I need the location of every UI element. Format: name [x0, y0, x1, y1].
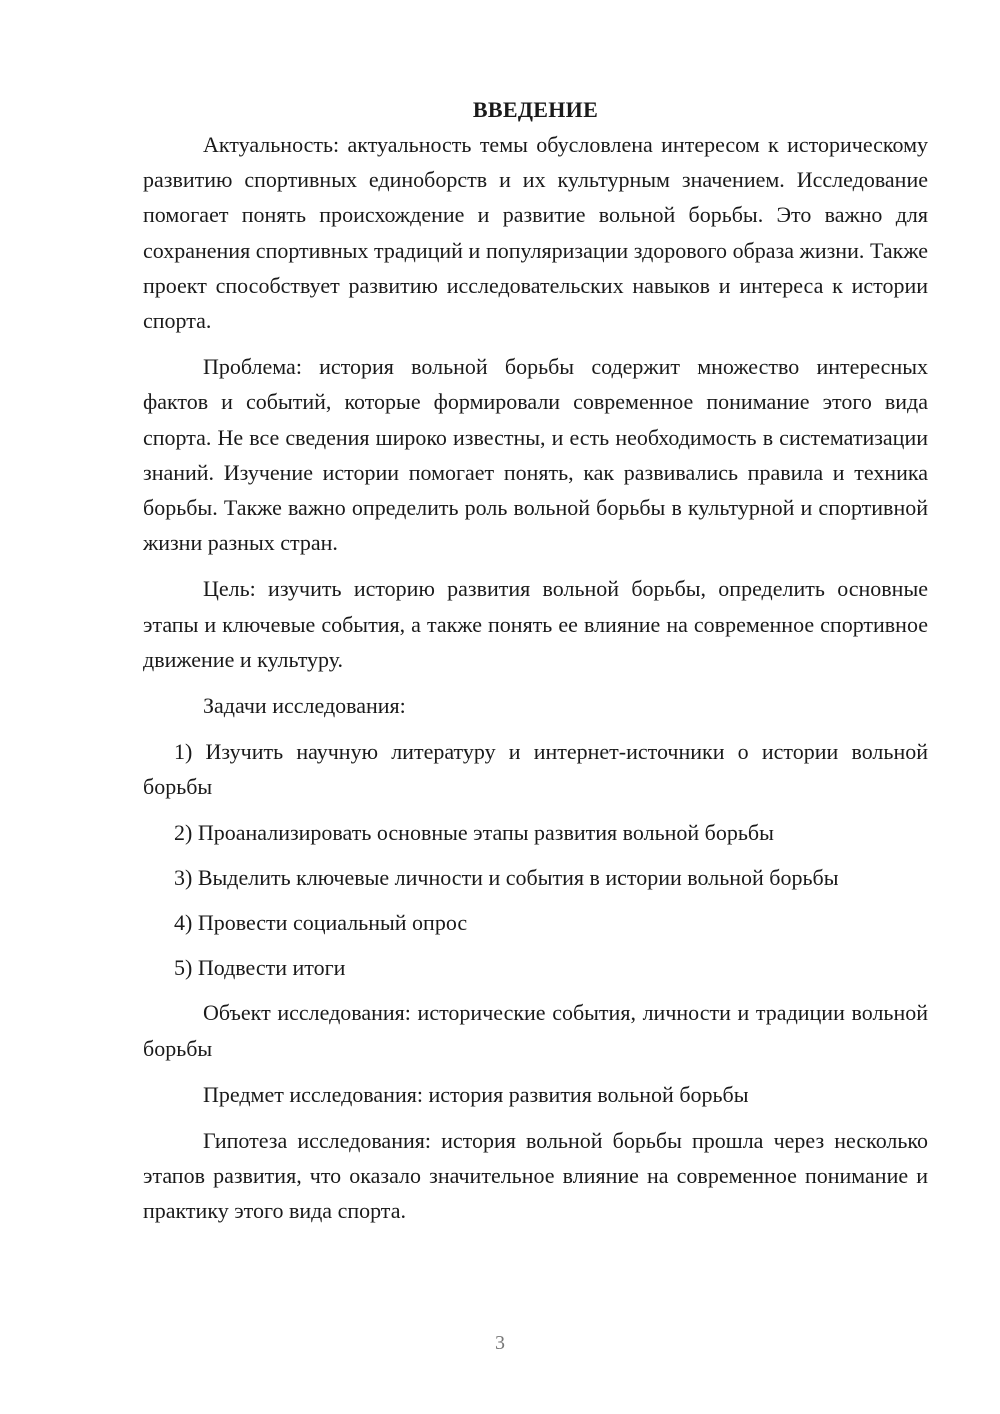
hypothesis-paragraph: Гипотеза исследования: история вольной борьбы прошла через несколько этапов развития, что оказало значительное влияние на современное понимание и практику этого вида спорта. [143, 1128, 928, 1224]
page-number: 3 [495, 1332, 505, 1354]
task-item: 5) Подвести итоги [174, 955, 346, 981]
problem-paragraph: Проблема: история вольной борьбы содержит множество интересных фактов и событий, которые формировали современное понимание этого вида спорта. Не все сведения широко известны, и есть необходимость в систематизации знаний. Изучение истории помогает понять, как развивались правила и техника борьбы. Также важно определить роль вольной борьбы в культурной и спортивной жизни разных стран. [143, 354, 928, 556]
task-item: 4) Провести социальный опрос [174, 910, 468, 936]
object-paragraph: Объект исследования: исторические события, личности и традиции вольной борьбы [143, 1000, 928, 1061]
tasks-list [143, 734, 928, 985]
page-title: ВВЕДЕНИЕ [472, 97, 599, 122]
task-item: 1) Изучить научную литературу и интернет-источники о истории вольной борьбы [143, 739, 928, 800]
document-page [143, 92, 928, 1240]
goal-paragraph: Цель: изучить историю развития вольной борьбы, определить основные этапы и ключевые события, а также понять ее влияние на современное спортивное движение и культуру. [143, 576, 928, 672]
task-item: 3) Выделить ключевые личности и события в истории вольной борьбы [174, 864, 839, 890]
subject-paragraph: Предмет исследования: история развития вольной борьбы [203, 1081, 749, 1107]
task-item: 2) Проанализировать основные этапы развития вольной борьбы [174, 819, 774, 845]
relevance-paragraph: Актуальность: актуальность темы обусловлена интересом к историческому развитию спортивных единоборств и их культурным значением. Исследование помогает понять происхождение и развитие вольной борьбы. Это важно для сохранения спортивных традиций и популяризации здорового образа жизни. Также проект способствует развитию исследовательских навыков и интереса к истории спорта. [143, 132, 928, 334]
tasks-heading: Задачи исследования: [203, 693, 406, 719]
